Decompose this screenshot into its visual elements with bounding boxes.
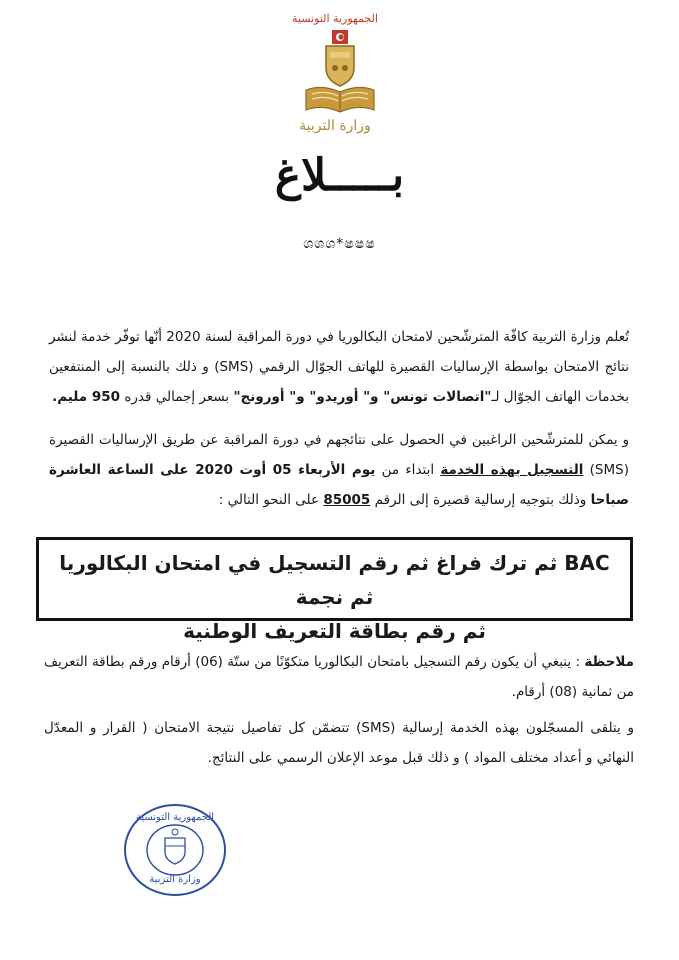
page-title: بـــــلاغ [274,150,405,201]
stamp-bottom-text: وزارة التربية [149,874,201,885]
note-label: ملاحظة [584,654,634,670]
official-stamp [120,800,230,900]
republic-label: الجمهورية التونسية [292,12,378,25]
results-paragraph: و يتلقى المسجّلون بهذه الخدمة إرسالية (SMS) تتضمّن كل تفاصيل نتيجة الامتحان ( القرار و المعدّل النهائي و أعداد مختلف المواد ) و ذلك قبل موعد الإعلان الرسمي على النتائج. [44,720,635,766]
registration-paragraph [49,425,629,515]
ministry-label: وزارة التربية [299,118,371,134]
sms-format-box [36,537,633,643]
letterhead [0,0,679,150]
p2-registration: التسجيل بهذه الخدمة [440,462,584,478]
p2-number: 85005 [323,492,371,508]
intro-paragraph [49,322,629,412]
p2-date: يوم الأربعاء 05 أوت 2020 على الساعة العاشرة صباحا [49,462,629,508]
p2-text-d: على النحو التالي : [218,492,324,508]
stamp-top-text: الجمهورية التونسية [135,812,215,823]
tunisia-coat-of-arms-icon [300,28,380,118]
p1-text-b: بسعر إجمالي قدره [120,389,234,405]
p2-text-a: و يمكن للمترشّحين الراغبين في الحصول على نتائجهم في دورة المراقبة عن طريق الإرساليات القصيرة (SMS) [49,432,629,478]
sms-format-line-1: BAC ثم ترك فراغ ثم رقم التسجيل في امتحان البكالوريا ثم نجمة [59,551,610,609]
note-paragraph [44,647,634,707]
p1-text-a: تُعلم وزارة التربية كافّة المترشّحين لامتحان البكالوريا في دورة المراقبة لسنة 2020 أنّها توفّر خدمة لنشر نتائج الامتحان بواسطة الإرساليات القصيرة للهاتف الجوّال الرقمي (SMS) و ذلك بالنسبة إلى المنتفعين بخدمات الهاتف الجوّال لـ [49,329,629,405]
p1-operators: "اتصالات تونس" و" أوريدو" و" أورونج" [233,389,492,405]
sms-format-line-2: ثم رقم بطاقة التعريف الوطنية [183,619,486,643]
ornament-divider: ශශශ*ෂෂෂ [303,236,376,252]
p1-price: 950 مليم. [52,389,121,405]
p2-text-b: ابتداء من [375,462,441,478]
note-text: : ينبغي أن يكون رقم التسجيل بامتحان البكالوريا متكوّنًا من ستّة (06) أرقام ورقم بطاقة التعريف من ثمانية (08) أرقام. [44,654,634,700]
p2-text-c: وذلك بتوجيه إرسالية قصيرة إلى الرقم [370,492,591,508]
